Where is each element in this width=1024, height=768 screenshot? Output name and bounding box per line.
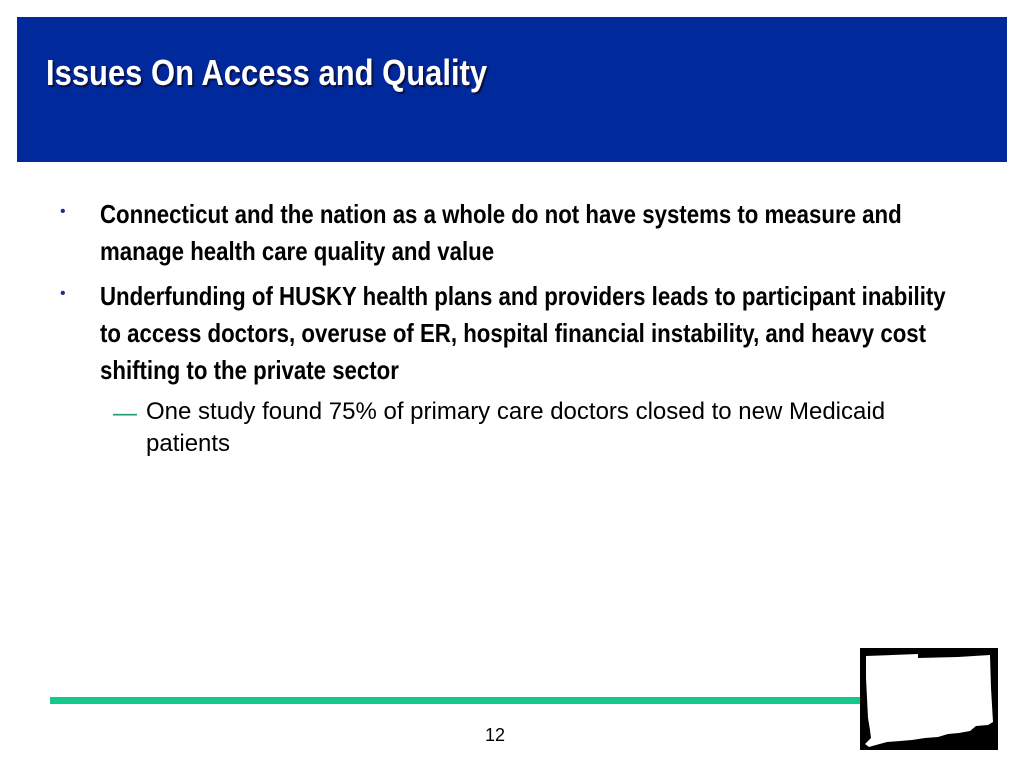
footer-rule <box>50 697 900 704</box>
bullet-marker: • <box>60 203 66 220</box>
bullet-text: Connecticut and the nation as a whole do not have systems to measure and manage health care quality and value <box>100 199 902 266</box>
slide-content <box>60 196 990 460</box>
slide-title: Issues On Access and Quality <box>46 52 488 93</box>
connecticut-map-icon <box>860 648 998 750</box>
bullet-marker: • <box>60 285 66 302</box>
bullet-item <box>60 278 990 389</box>
page-number: 12 <box>484 725 506 745</box>
sub-bullet-item <box>60 396 990 460</box>
bullet-text: Underfunding of HUSKY health plans and providers leads to participant inability to access doctors, overuse of ER, hospital financial instability, and heavy cost shifting to the private sector <box>100 281 946 385</box>
sub-bullet-marker: — <box>113 400 137 427</box>
bullet-item <box>60 196 990 270</box>
sub-bullet-text: One study found 75% of primary care doctors closed to new Medicaid patients <box>146 398 886 457</box>
